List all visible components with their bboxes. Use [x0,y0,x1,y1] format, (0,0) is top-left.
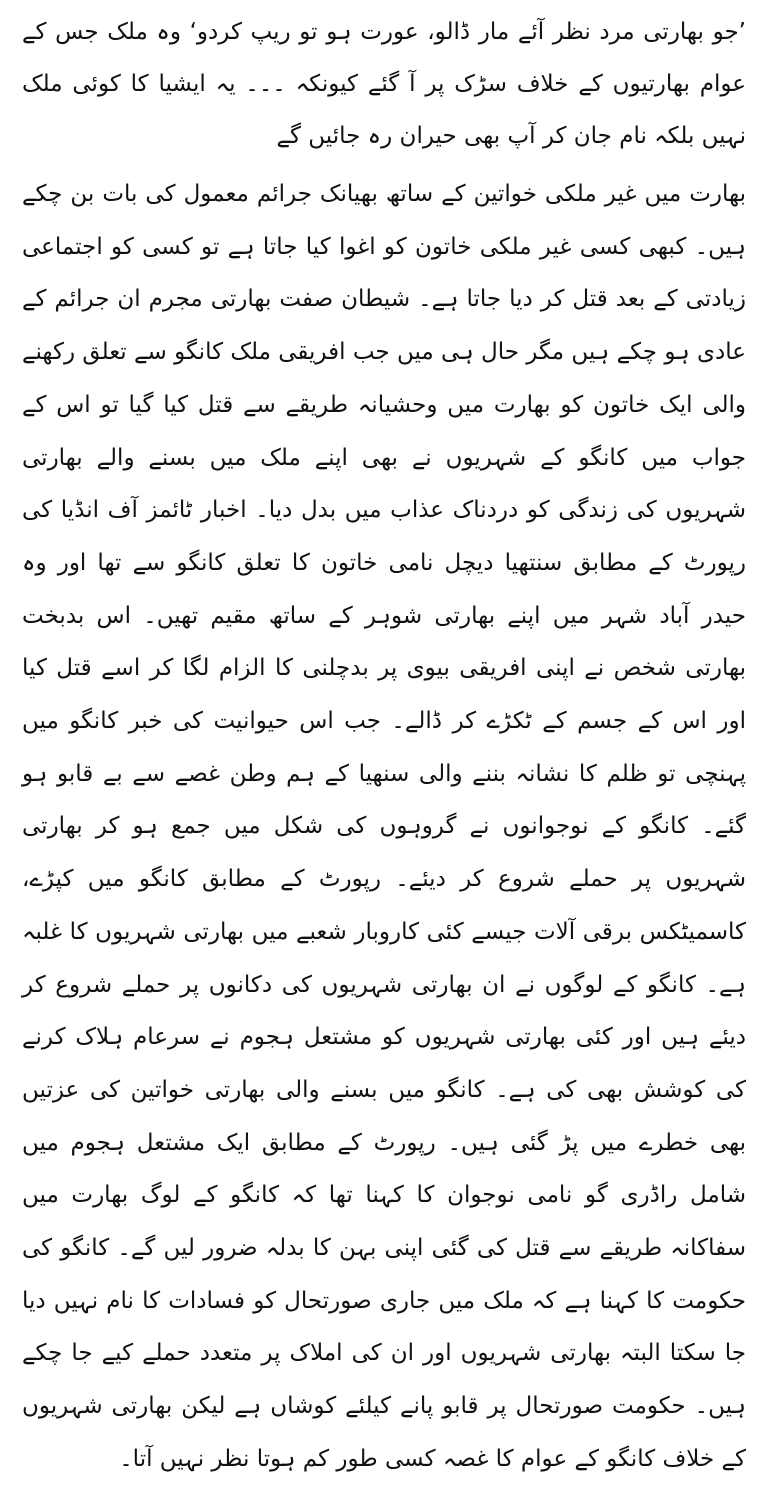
article-headline: ’جو بھارتی مرد نظر آئے مار ڈالو، عورت ہو تو ریپ کردو‘ وہ ملک جس کے عوام بھارتیوں کے خلاف سڑک پر آ گئے کیونکہ ۔۔۔ یہ ایشیا کا کوئی ملک نہیں بلکہ نام جان کر آپ بھی حیران رہ جائیں گے [22,19,746,149]
article-body: بھارت میں غیر ملکی خواتین کے ساتھ بھیانک جرائم معمول کی بات بن چکے ہیں۔ کبھی کسی غیر ملکی خاتون کو اغوا کیا جاتا ہے تو کسی کو اجتماعی زیادتی کے بعد قتل کر دیا جاتا ہے۔ شیطان صفت بھارتی مجرم ان جرائم کے عادی ہو چکے ہیں مگر حال ہی میں جب افریقی ملک کانگو سے تعلق رکھنے والی ایک خاتون کو بھارت میں وحشیانہ طریقے سے قتل کیا گیا تو اس کے جواب میں کانگو کے شہریوں نے بھی اپنے ملک میں بسنے والے بھارتی شہریوں کی زندگی کو دردناک عذاب میں بدل دیا۔ اخبار ٹائمز آف انڈیا کی رپورٹ کے مطابق سنتھیا دیچل نامی خاتون کا تعلق کانگو سے تھا اور وہ حیدر آباد شہر میں اپنے بھارتی شوہر کے ساتھ مقیم تھیں۔ اس بدبخت بھارتی شخص نے اپنی افریقی بیوی پر بدچلنی کا الزام لگا کر اسے قتل کیا اور اس کے جسم کے ٹکڑے کر ڈالے۔ جب اس حیوانیت کی خبر کانگو میں پہنچی تو ظلم کا نشانہ بننے والی سنھیا کے ہم وطن غصے سے بے قابو ہو گئے۔ کانگو کے نوجوانوں نے گروہوں کی شکل میں جمع ہو کر بھارتی شہریوں پر حملے شروع کر دیئے۔ رپورٹ کے مطابق کانگو میں کپڑے، کاسمیٹکس برقی آلات جیسے کئی کاروبار شعبے میں بھارتی شہریوں کا غلبہ ہے۔ کانگو کے لوگوں نے ان بھارتی شہریوں کی دکانوں پر حملے شروع کر دیئے ہیں اور کئی بھارتی شہریوں کو مشتعل ہجوم نے سرعام ہلاک کرنے کی کوشش بھی کی ہے۔ کانگو میں بسنے والی بھارتی خواتین کی عزتیں بھی خطرے میں پڑ گئی ہیں۔ رپورٹ کے مطابق ایک مشتعل ہجوم میں شامل راڈری گو نامی نوجوان کا کہنا تھا کہ کانگو کے لوگ بھارت میں سفاکانہ طریقے سے قتل کی گئی اپنی بہن کا بدلہ ضرور لیں گے۔ کانگو کی حکومت کا کہنا ہے کہ ملک میں جاری صورتحال کو فسادات کا نام نہیں دیا جا سکتا البتہ بھارتی شہریوں اور ان کی املاک پر متعدد حملے کیے جا چکے ہیں۔ حکومت صورتحال پر قابو پانے کیلئے کوشاں ہے لیکن بھارتی شہریوں کے خلاف کانگو کے عوام کا غصہ کسی طور کم ہوتا نظر نہیں آتا۔ [22,181,746,1472]
